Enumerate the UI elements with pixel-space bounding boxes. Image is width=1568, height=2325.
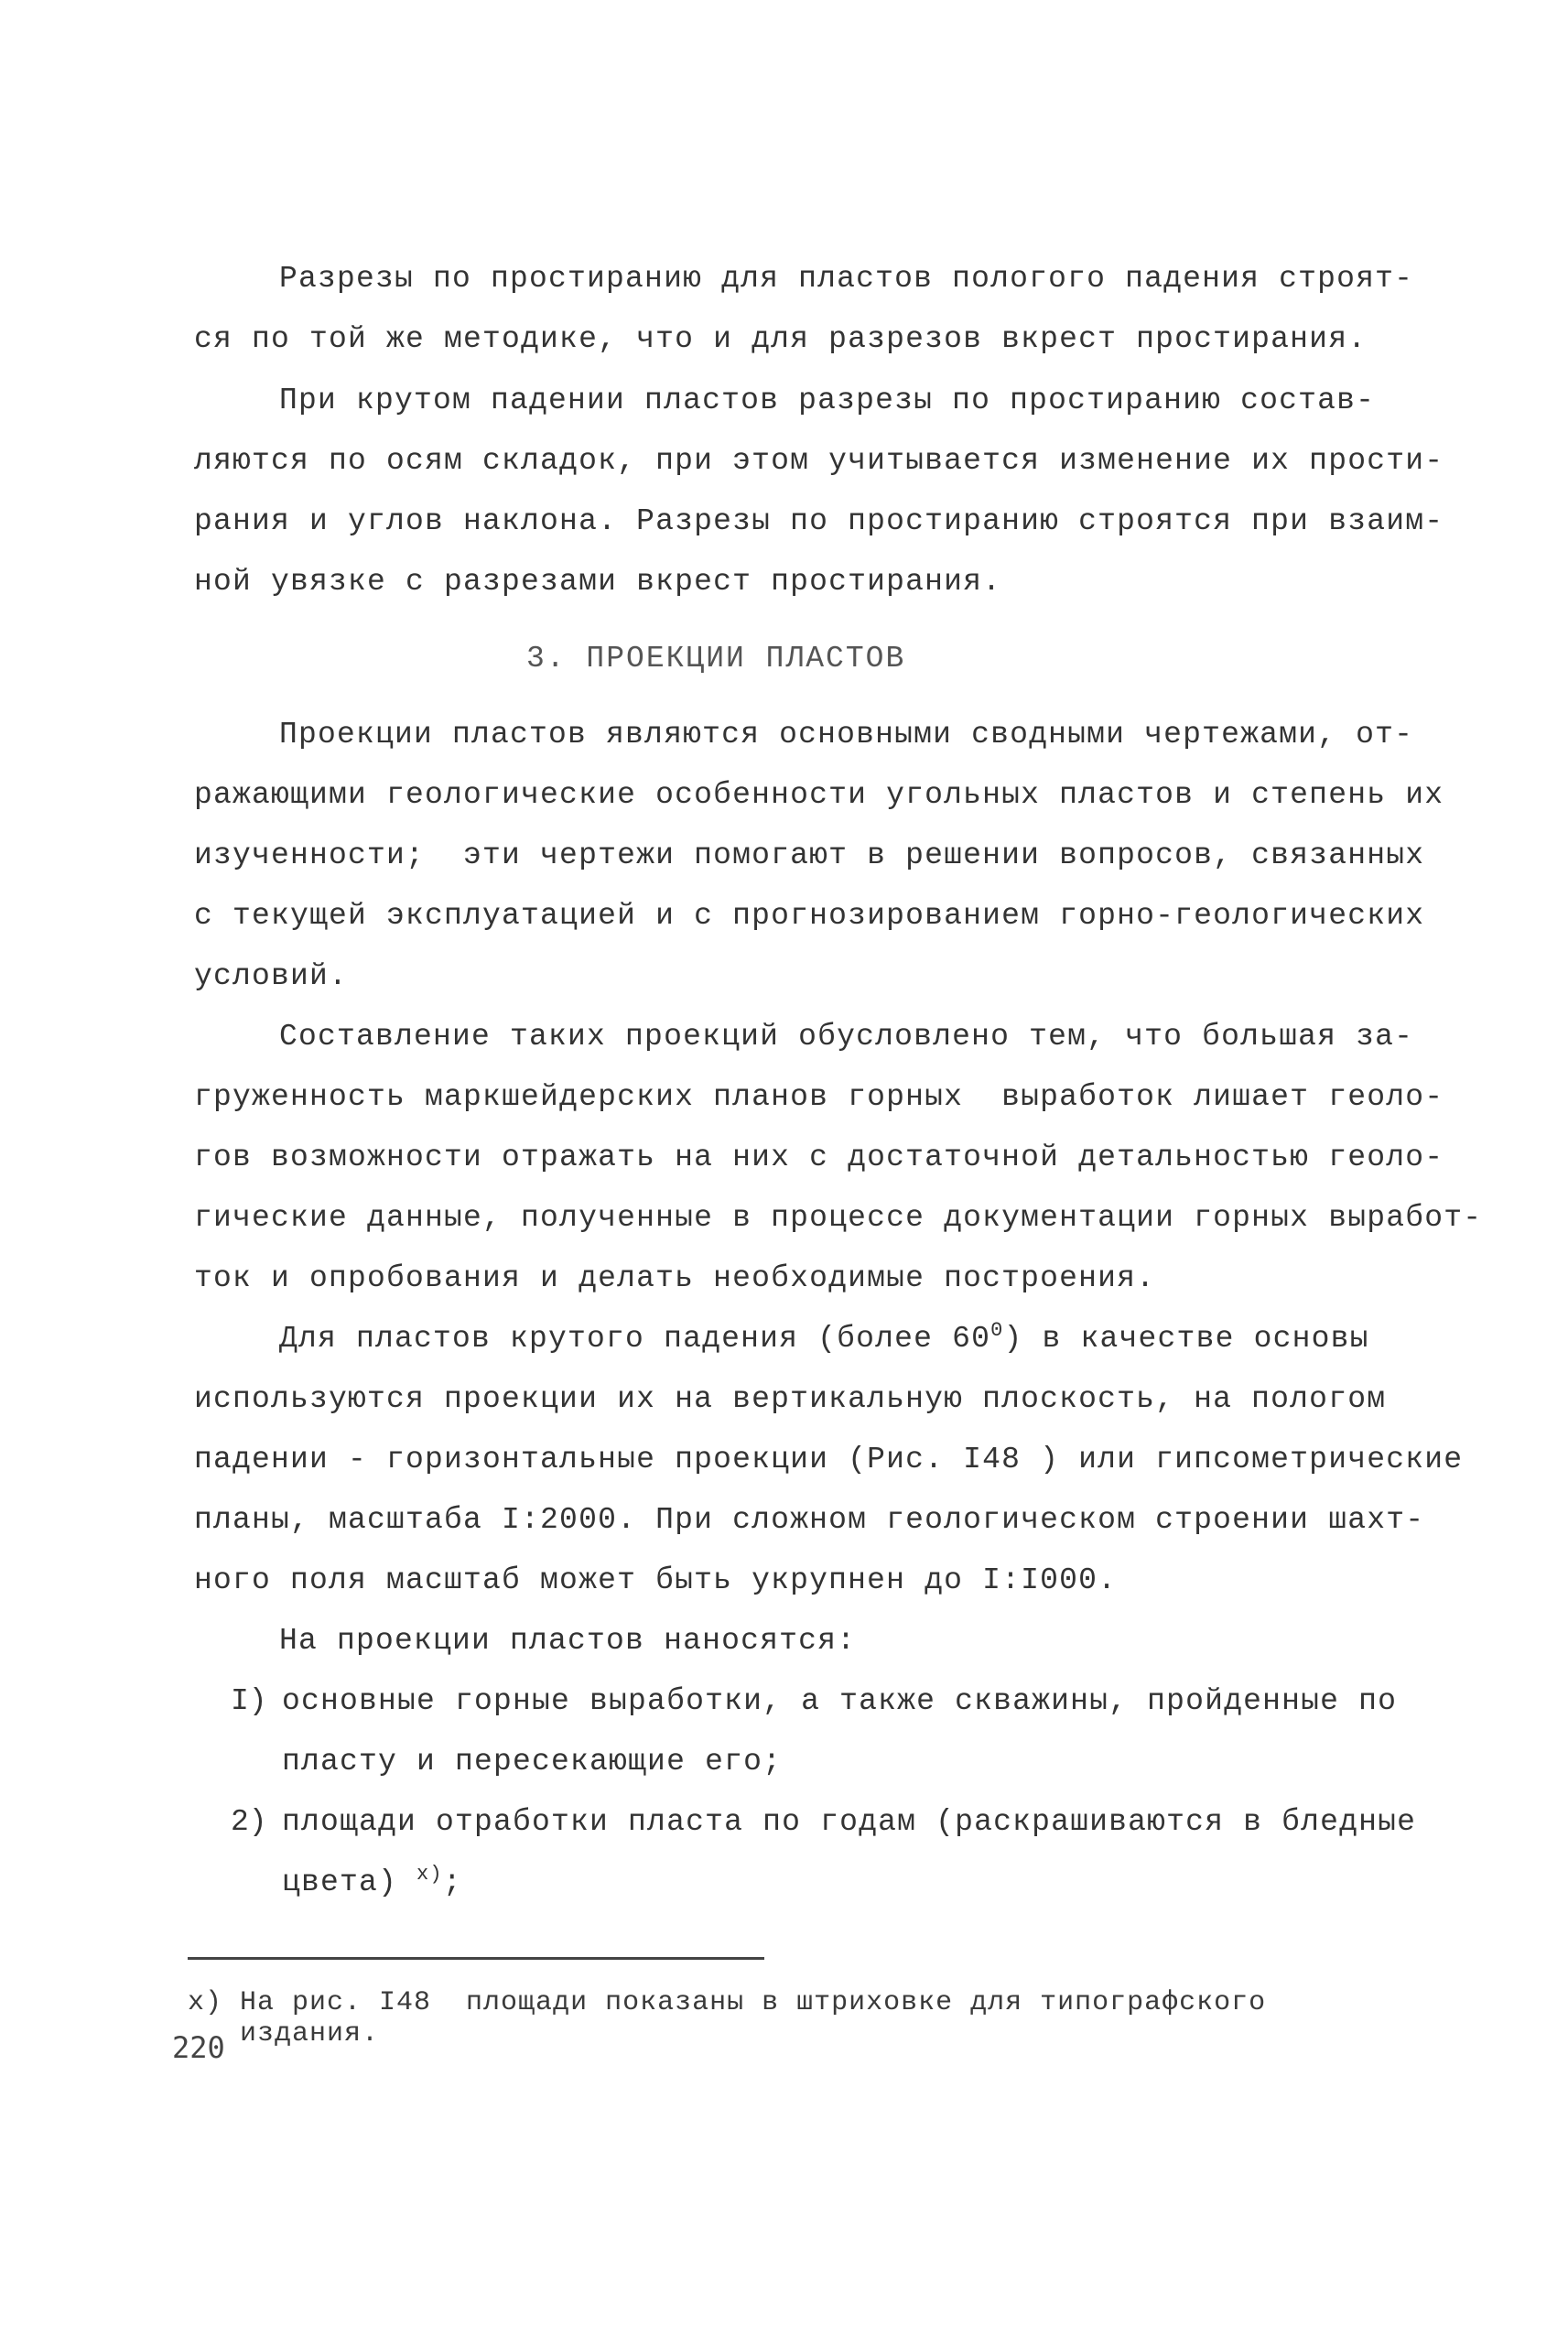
paragraph-line: гов возможности отражать на них с достаточной детальностью геоло- (194, 1141, 1444, 1174)
paragraph-line: ляются по осям складок, при этом учитывается изменение их прости- (194, 444, 1444, 478)
paragraph-line: ток и опробования и делать необходимые построения. (194, 1261, 1156, 1295)
paragraph-line: условий. (194, 959, 349, 993)
paragraph-line: планы, масштаба I:2000. При сложном геологическом строении шахт- (194, 1503, 1425, 1537)
footnote-line: х) На рис. I48 площади показаны в штриховке для типографского (188, 1987, 1267, 2018)
footnote-line: издания. (240, 2018, 380, 2049)
paragraph-line: груженность маркшейдерских планов горных выработок лишает геоло- (194, 1080, 1444, 1114)
text-run: Для пластов крутого падения (более 60 (279, 1322, 991, 1356)
list-item-line: основные горные выработки, а также скважины, пройденные по (282, 1684, 1398, 1718)
paragraph-line: изученности; эти чертежи помогают в решении вопросов, связанных (194, 838, 1425, 872)
paragraph-line: гические данные, полученные в процессе документации горных выработ- (194, 1201, 1483, 1235)
paragraph-line: ной увязке с разрезами вкрест простирания. (194, 565, 1002, 599)
paragraph-line: ражающими геологические особенности угольных пластов и степень их (194, 778, 1444, 812)
text-run: цвета) (282, 1865, 417, 1899)
paragraph-line: используются проекции их на вертикальную плоскость, на пологом (194, 1382, 1387, 1416)
list-item-line (282, 1865, 462, 1901)
paragraph-line: Проекции пластов являются основными сводными чертежами, от- (279, 718, 1414, 752)
text-run: ; (442, 1865, 462, 1899)
paragraph-line: Разрезы по простиранию для пластов пологого падения строят- (279, 262, 1414, 296)
footnote-marker: х) (416, 1863, 443, 1886)
paragraph-line: При крутом падении пластов разрезы по простиранию состав- (279, 384, 1376, 417)
text-run: ) в качестве основы (1003, 1322, 1369, 1356)
paragraph-line (279, 1321, 1369, 1357)
paragraph-line: падении - горизонтальные проекции (Рис. I48 ) или гипсометрические (194, 1443, 1464, 1476)
list-item-number: 2) (231, 1805, 267, 1839)
section-heading: 3. ПРОЕКЦИИ ПЛАСТОВ (526, 642, 906, 676)
paragraph-line: ся по той же методике, что и для разрезов вкрест простирания. (194, 322, 1368, 356)
list-item-line: площади отработки пласта по годам (раскрашиваются в бледные (282, 1805, 1417, 1839)
paragraph-line: ного поля масштаб может быть укрупнен до I:I000. (194, 1563, 1118, 1597)
degree-superscript: 0 (990, 1319, 1004, 1342)
footnote-divider (188, 1957, 764, 1960)
paragraph-line: с текущей эксплуатацией и с прогнозированием горно-геологических (194, 899, 1425, 933)
list-item-number: I) (231, 1684, 267, 1718)
list-item-line: пласту и пересекающие его; (282, 1745, 783, 1779)
paragraph-line: На проекции пластов наносятся: (279, 1624, 857, 1658)
paragraph-line: рания и углов наклона. Разрезы по простиранию строятся при взаим- (194, 504, 1444, 538)
paragraph-line: Составление таких проекций обусловлено тем, что большая за- (279, 1020, 1414, 1054)
page-number: 220 (172, 2030, 225, 2065)
